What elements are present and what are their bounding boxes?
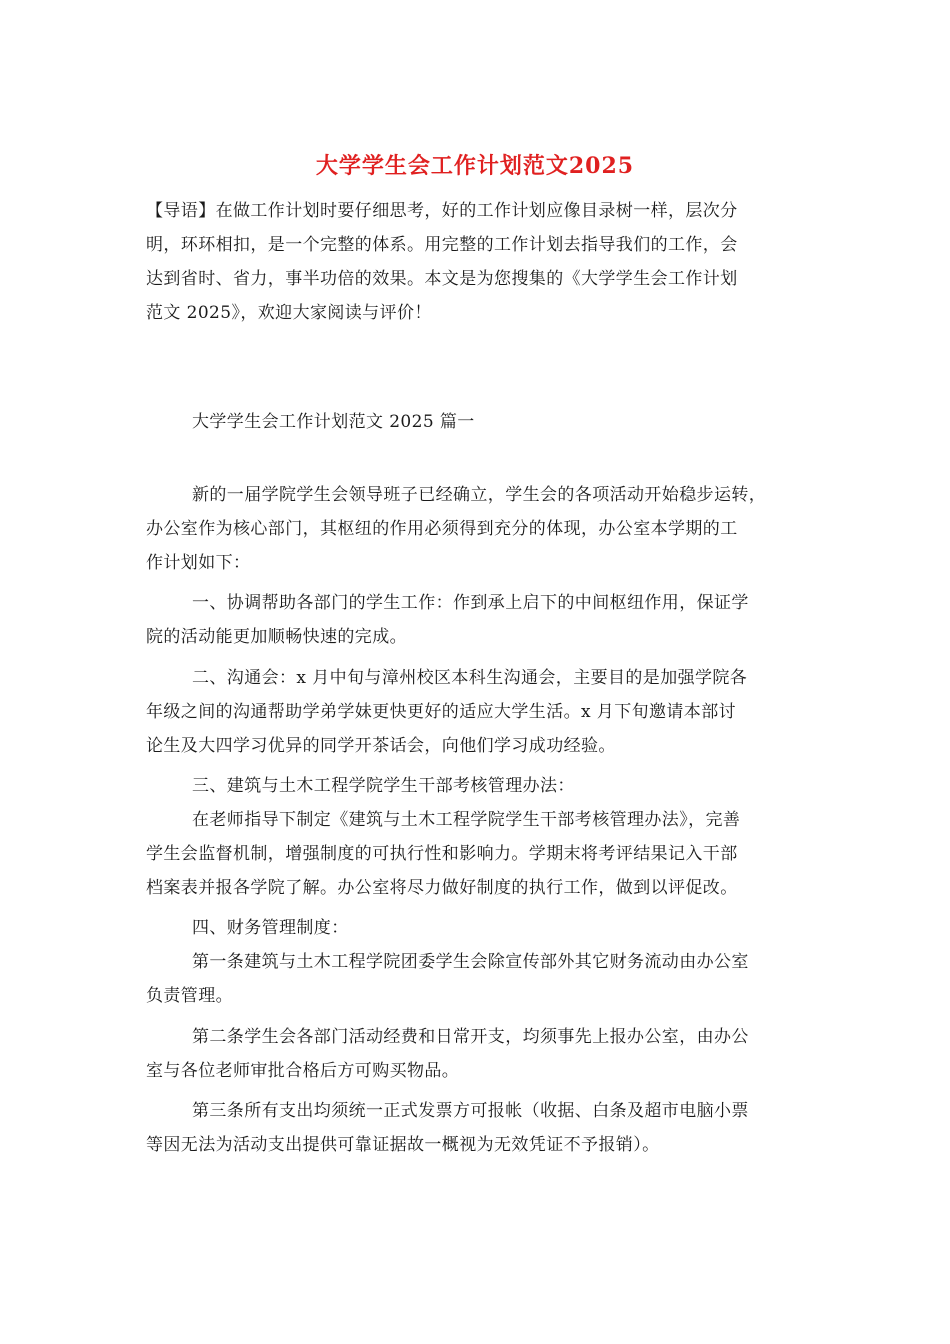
document-title: 大学学生会工作计划范文2025 — [315, 153, 635, 179]
body-line-12: 档案表并报各学院了解。办公室将尽力做好制度的执行工作，做到以评促改。 — [146, 878, 738, 898]
body-line-8: 论生及大四学习优异的同学开茶话会，向他们学习成功经验。 — [146, 736, 616, 756]
intro-line-3: 达到省时、省力，事半功倍的效果。本文是为您搜集的《大学学生会工作计划 — [146, 269, 738, 289]
body-line-7: 年级之间的沟通帮助学弟学妹更快更好的适应大学生活。x 月下旬邀请本部讨 — [146, 702, 736, 722]
intro-line-4: 范文 2025》，欢迎大家阅读与评价！ — [146, 303, 432, 323]
section-heading: 大学学生会工作计划范文 2025 篇一 — [192, 412, 475, 432]
body-line-17: 室与各位老师审批合格后方可购买物品。 — [146, 1061, 460, 1081]
body-line-18: 第三条所有支出均须统一正式发票方可报帐（收据、白条及超市电脑小票 — [192, 1101, 749, 1121]
body-line-16: 第二条学生会各部门活动经费和日常开支，均须事先上报办公室，由办公 — [192, 1027, 749, 1047]
body-line-6: 二、沟通会：x 月中旬与漳州校区本科生沟通会，主要目的是加强学院各 — [192, 668, 748, 688]
intro-line-1: 【导语】在做工作计划时要仔细思考，好的工作计划应像目录树一样，层次分 — [146, 201, 738, 221]
body-line-11: 学生会监督机制，增强制度的可执行性和影响力。学期末将考评结果记入干部 — [146, 844, 738, 864]
body-line-14: 第一条建筑与土木工程学院团委学生会除宣传部外其它财务流动由办公室 — [192, 952, 749, 972]
body-line-5: 院的活动能更加顺畅快速的完成。 — [146, 627, 407, 647]
body-line-10: 在老师指导下制定《建筑与土木工程学院学生干部考核管理办法》，完善 — [192, 810, 741, 830]
intro-line-2: 明，环环相扣，是一个完整的体系。用完整的工作计划去指导我们的工作，会 — [146, 235, 738, 255]
body-line-19: 等因无法为活动支出提供可靠证据故一概视为无效凭证不予报销）。 — [146, 1135, 660, 1155]
body-line-15: 负责管理。 — [146, 986, 233, 1006]
body-line-13: 四、财务管理制度： — [192, 918, 349, 938]
body-line-2: 办公室作为核心部门，其枢纽的作用必须得到充分的体现，办公室本学期的工 — [146, 519, 738, 539]
body-line-9: 三、建筑与土木工程学院学生干部考核管理办法： — [192, 776, 575, 796]
body-line-4: 一、协调帮助各部门的学生工作：作到承上启下的中间枢纽作用，保证学 — [192, 593, 749, 613]
body-line-1: 新的一届学院学生会领导班子已经确立，学生会的各项活动开始稳步运转， — [192, 485, 767, 505]
body-line-3: 作计划如下： — [146, 553, 251, 573]
